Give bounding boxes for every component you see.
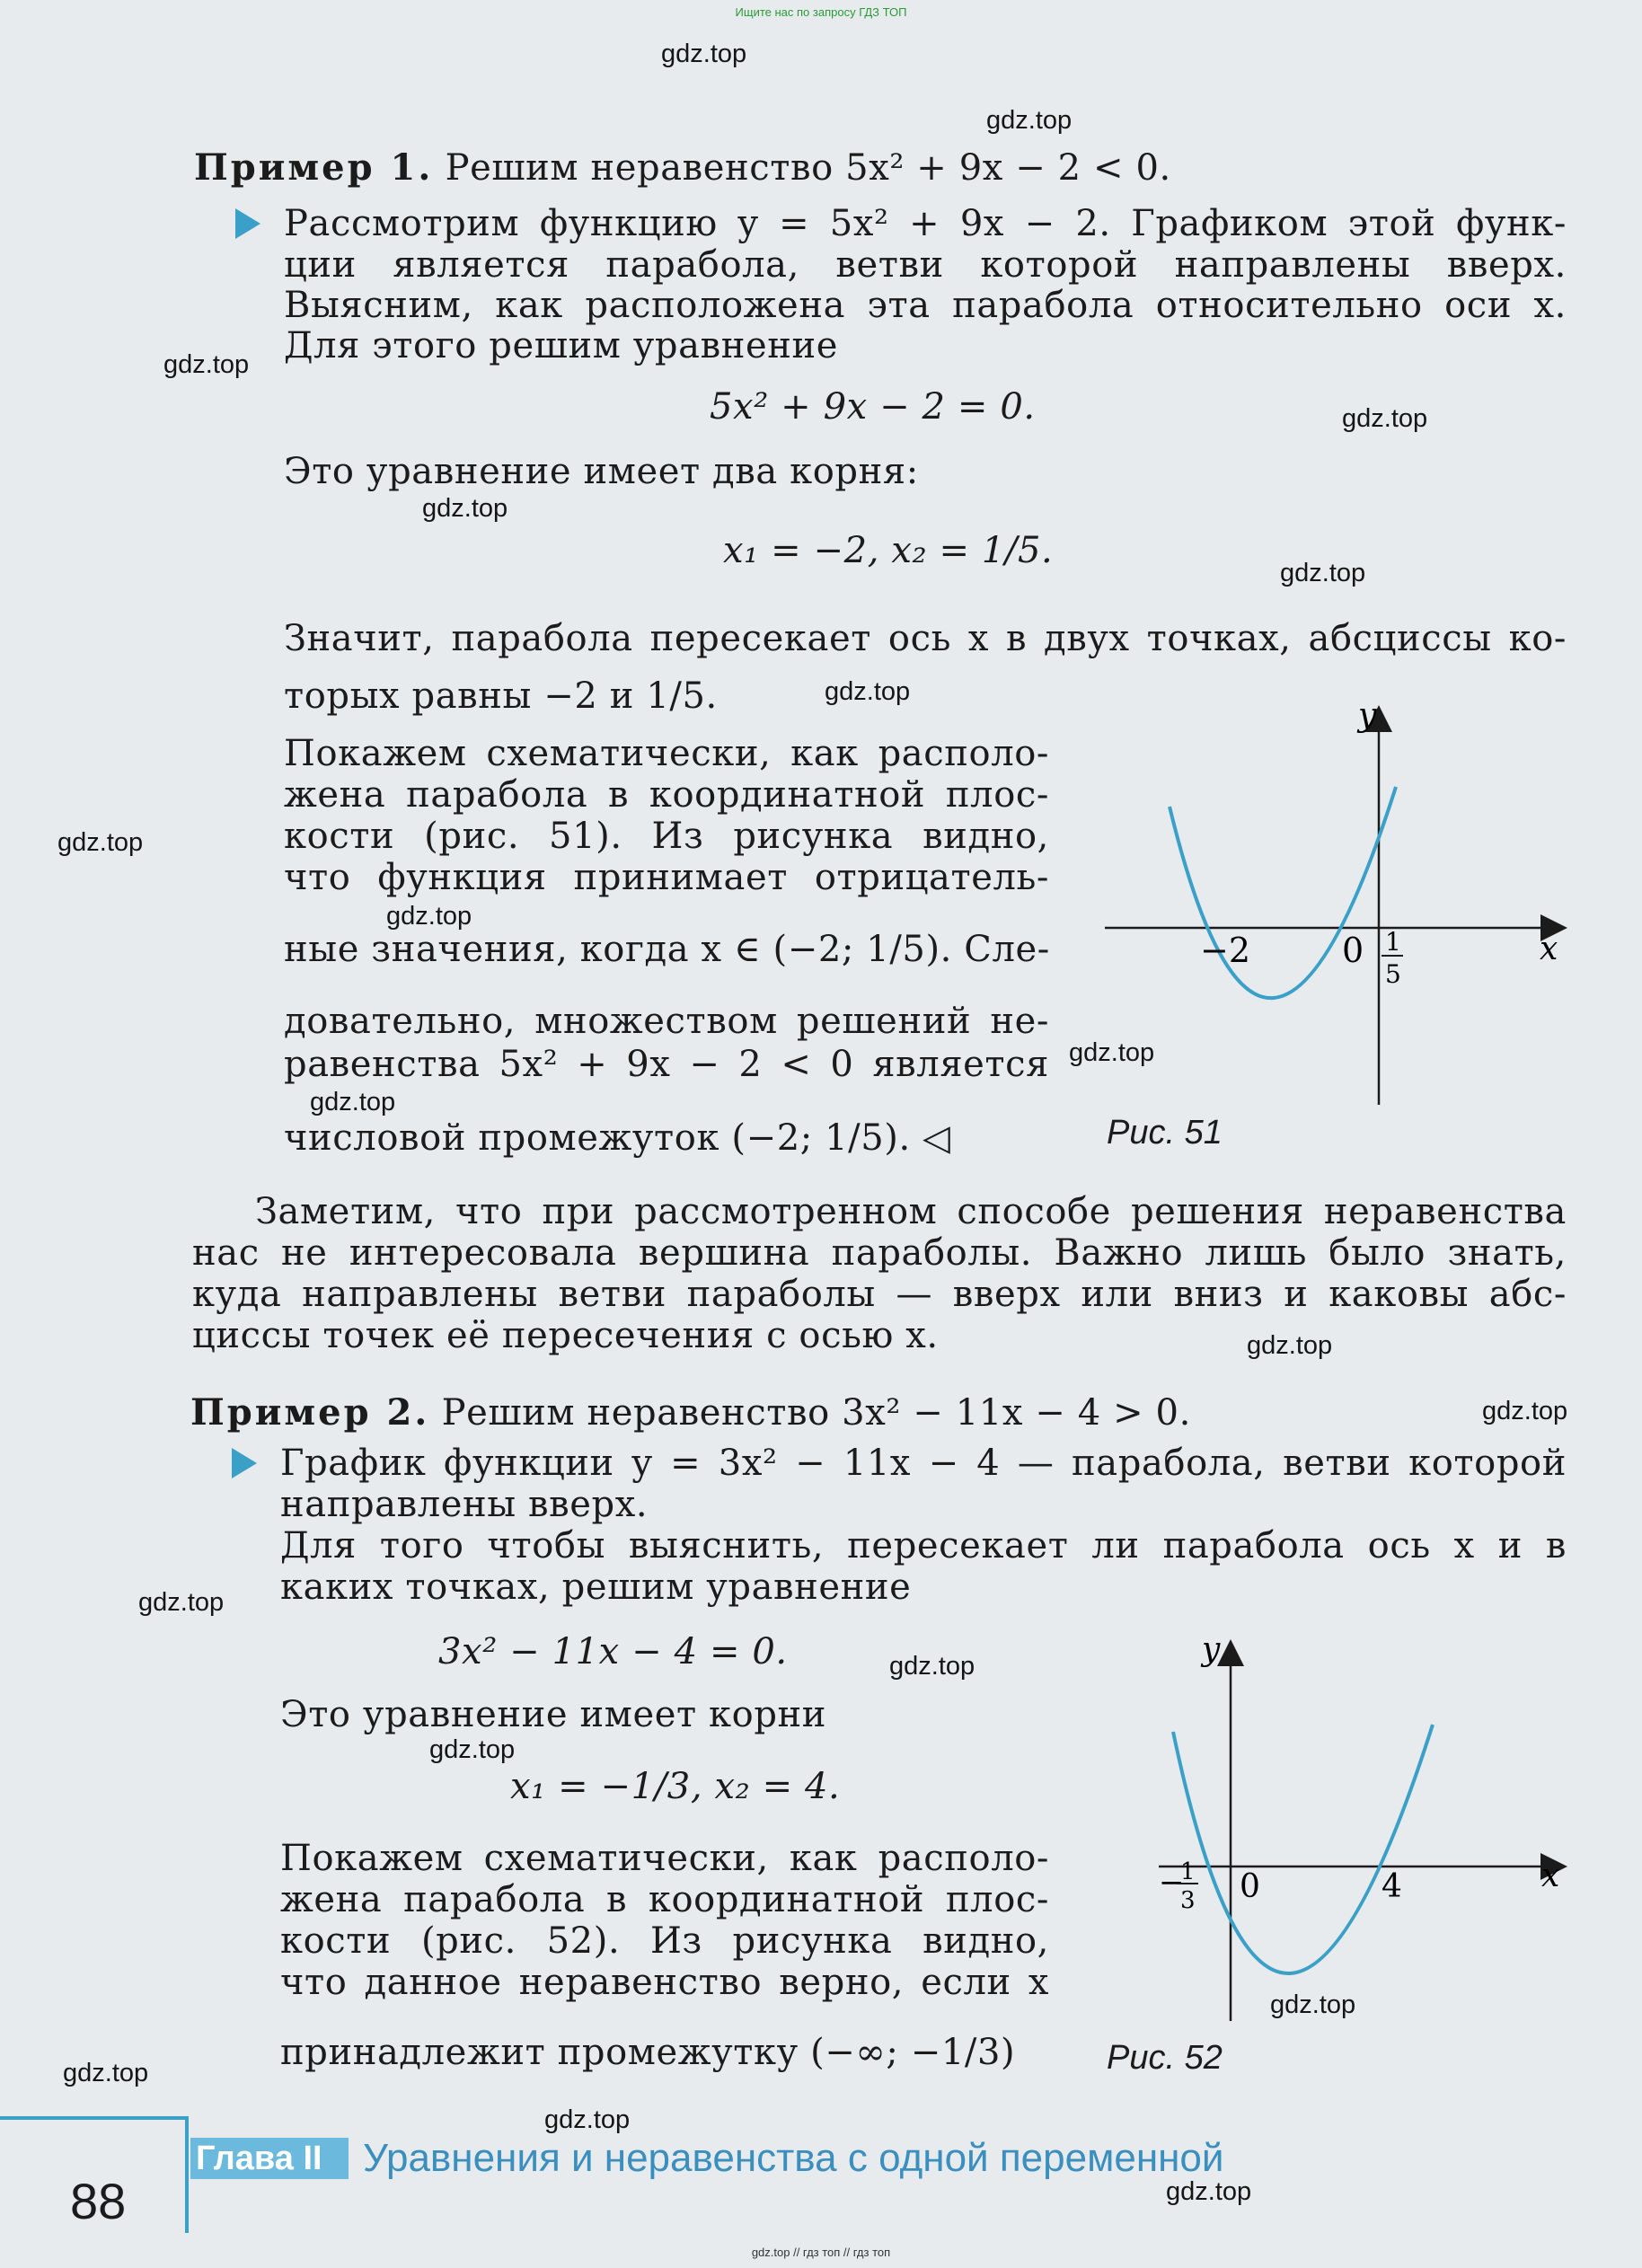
y-label: y bbox=[1358, 697, 1377, 734]
watermark: gdz.top bbox=[63, 2059, 149, 2087]
chapter-label: Глава II bbox=[190, 2138, 349, 2179]
watermark: gdz.top bbox=[1270, 1990, 1356, 2019]
tick-label-neg2: −2 bbox=[1200, 931, 1251, 970]
figure-52-caption: Рис. 52 bbox=[1107, 2039, 1223, 2077]
example1-roots: x₁ = −2, x₂ = 1/5. bbox=[723, 530, 1054, 571]
example2-roots-intro: Это уравнение имеет корни bbox=[280, 1694, 827, 1735]
y-label: y bbox=[1202, 1631, 1221, 1668]
remark-line: Заметим, что при рассмотренном способе решения неравенства bbox=[255, 1191, 1567, 1232]
watermark: gdz.top bbox=[889, 1652, 975, 1681]
watermark: gdz.top bbox=[1342, 404, 1428, 433]
watermark: gdz.top bbox=[163, 350, 250, 379]
example2-scheme-line: кости (рис. 52). Из рисунка видно, bbox=[280, 1920, 1049, 1962]
example1-intersect-line: торых равны −2 и 1/5. bbox=[284, 675, 718, 717]
example1-line: Рассмотрим функцию y = 5x² + 9x − 2. Графиком этой функ- bbox=[284, 203, 1567, 244]
watermark: gdz.top bbox=[1069, 1038, 1155, 1067]
watermark: gdz.top bbox=[138, 1588, 225, 1617]
watermark: gdz.top bbox=[57, 828, 144, 857]
footer-divider bbox=[185, 2116, 189, 2233]
example1-scheme-line: Покажем схематически, как располо- bbox=[284, 733, 1049, 774]
example2-scheme-line: принадлежит промежутку (−∞; −1/3) bbox=[280, 2032, 1016, 2073]
watermark: gdz.top bbox=[310, 1088, 396, 1116]
example2-scheme-line: что данное неравенство верно, если x bbox=[280, 1962, 1049, 2003]
example2-heading-text: Решим неравенство 3x² − 11x − 4 > 0. bbox=[441, 1392, 1191, 1434]
origin-label: 0 bbox=[1342, 931, 1364, 970]
figure-51-caption: Рис. 51 bbox=[1107, 1114, 1223, 1152]
example1-line: Для этого решим уравнение bbox=[284, 325, 839, 366]
example1-line: ции является парабола, ветви которой направлены вверх. bbox=[284, 244, 1567, 286]
example2-line: График функции y = 3x² − 11x − 4 — парабола, ветви которой bbox=[280, 1443, 1567, 1484]
example1-heading bbox=[194, 147, 1171, 189]
remark-line: нас не интересовала вершина параболы. Важно лишь было знать, bbox=[192, 1232, 1567, 1274]
remark-line: циссы точек её пересечения с осью x. bbox=[192, 1315, 939, 1356]
example2-equation: 3x² − 11x − 4 = 0. bbox=[438, 1631, 788, 1672]
remark-line: куда направлены ветви параболы — вверх или вниз и каковы абс- bbox=[192, 1274, 1567, 1315]
figure-51 bbox=[1096, 683, 1581, 1168]
watermark: gdz.top bbox=[825, 677, 911, 706]
watermark: gdz.top bbox=[1247, 1331, 1333, 1360]
watermark: gdz.top bbox=[429, 1735, 516, 1764]
page-number: 88 bbox=[70, 2173, 127, 2229]
example2-roots: x₁ = −1/3, x₂ = 4. bbox=[510, 1766, 841, 1807]
example1-scheme-line: ные значения, когда x ∈ (−2; 1/5). Сле- bbox=[284, 929, 1050, 970]
parabola-curve bbox=[1173, 1725, 1433, 1973]
example1-equation: 5x² + 9x − 2 = 0. bbox=[710, 386, 1036, 428]
example2-line: Для того чтобы выяснить, пересекает ли парабола ось x и в bbox=[280, 1525, 1567, 1566]
example2-scheme-line: жена парабола в координатной плос- bbox=[280, 1879, 1049, 1920]
example1-scheme-line: довательно, множеством решений не- bbox=[284, 1001, 1049, 1042]
example1-scheme-line: равенства 5x² + 9x − 2 < 0 является bbox=[284, 1044, 1049, 1085]
bottom-note: gdz.top // гдз топ // гдз топ bbox=[751, 2246, 891, 2259]
tick-label-fraction-denominator: 5 bbox=[1385, 959, 1401, 989]
solution-start-marker-icon bbox=[235, 208, 260, 239]
x-label: x bbox=[1541, 1858, 1560, 1894]
chapter-title: Уравнения и неравенства с одной переменной bbox=[363, 2136, 1224, 2180]
example1-scheme-line: кости (рис. 51). Из рисунка видно, bbox=[284, 816, 1049, 857]
watermark: gdz.top bbox=[986, 106, 1073, 135]
example1-scheme-line: числовой промежуток (−2; 1/5). ◁ bbox=[284, 1117, 951, 1159]
watermark: gdz.top bbox=[386, 902, 472, 931]
origin-label: 0 bbox=[1240, 1868, 1260, 1905]
watermark: gdz.top bbox=[1482, 1397, 1568, 1425]
tick-label-fraction-denominator: 3 bbox=[1180, 1887, 1196, 1914]
solution-start-marker-icon bbox=[232, 1448, 257, 1478]
example1-intersect-line: Значит, парабола пересекает ось x в двух точках, абсциссы ко- bbox=[284, 618, 1567, 659]
top-note: Ищите нас по запросу ГДЗ ТОП bbox=[735, 5, 907, 19]
tick-label-4: 4 bbox=[1382, 1868, 1402, 1905]
watermark: gdz.top bbox=[661, 40, 747, 68]
tick-label-fraction-numerator: 1 bbox=[1385, 927, 1401, 957]
example1-label: Пример 1. bbox=[194, 146, 434, 189]
example1-scheme-line: что функция принимает отрицатель- bbox=[284, 857, 1049, 898]
watermark: gdz.top bbox=[1280, 559, 1366, 587]
watermark: gdz.top bbox=[1166, 2177, 1252, 2206]
example1-roots-intro: Это уравнение имеет два корня: bbox=[284, 451, 919, 492]
x-label: x bbox=[1540, 931, 1558, 967]
tick-label-fraction-numerator: 1 bbox=[1180, 1858, 1196, 1885]
example2-line: каких точках, решим уравнение bbox=[280, 1566, 912, 1608]
example2-heading bbox=[190, 1392, 1191, 1434]
example2-label: Пример 2. bbox=[190, 1391, 430, 1434]
example1-scheme-line: жена парабола в координатной плос- bbox=[284, 774, 1049, 816]
tick-label-minus: − bbox=[1159, 1865, 1185, 1901]
example2-line: направлены вверх. bbox=[280, 1484, 649, 1525]
example2-scheme-line: Покажем схематически, как располо- bbox=[280, 1838, 1049, 1879]
watermark: gdz.top bbox=[544, 2105, 631, 2134]
footer-rule bbox=[0, 2116, 185, 2120]
example1-heading-text: Решим неравенство 5x² + 9x − 2 < 0. bbox=[445, 147, 1171, 189]
watermark: gdz.top bbox=[422, 494, 508, 523]
figure-52 bbox=[1141, 1617, 1581, 2030]
example1-line: Выясним, как расположена эта парабола относительно оси x. bbox=[284, 285, 1567, 326]
